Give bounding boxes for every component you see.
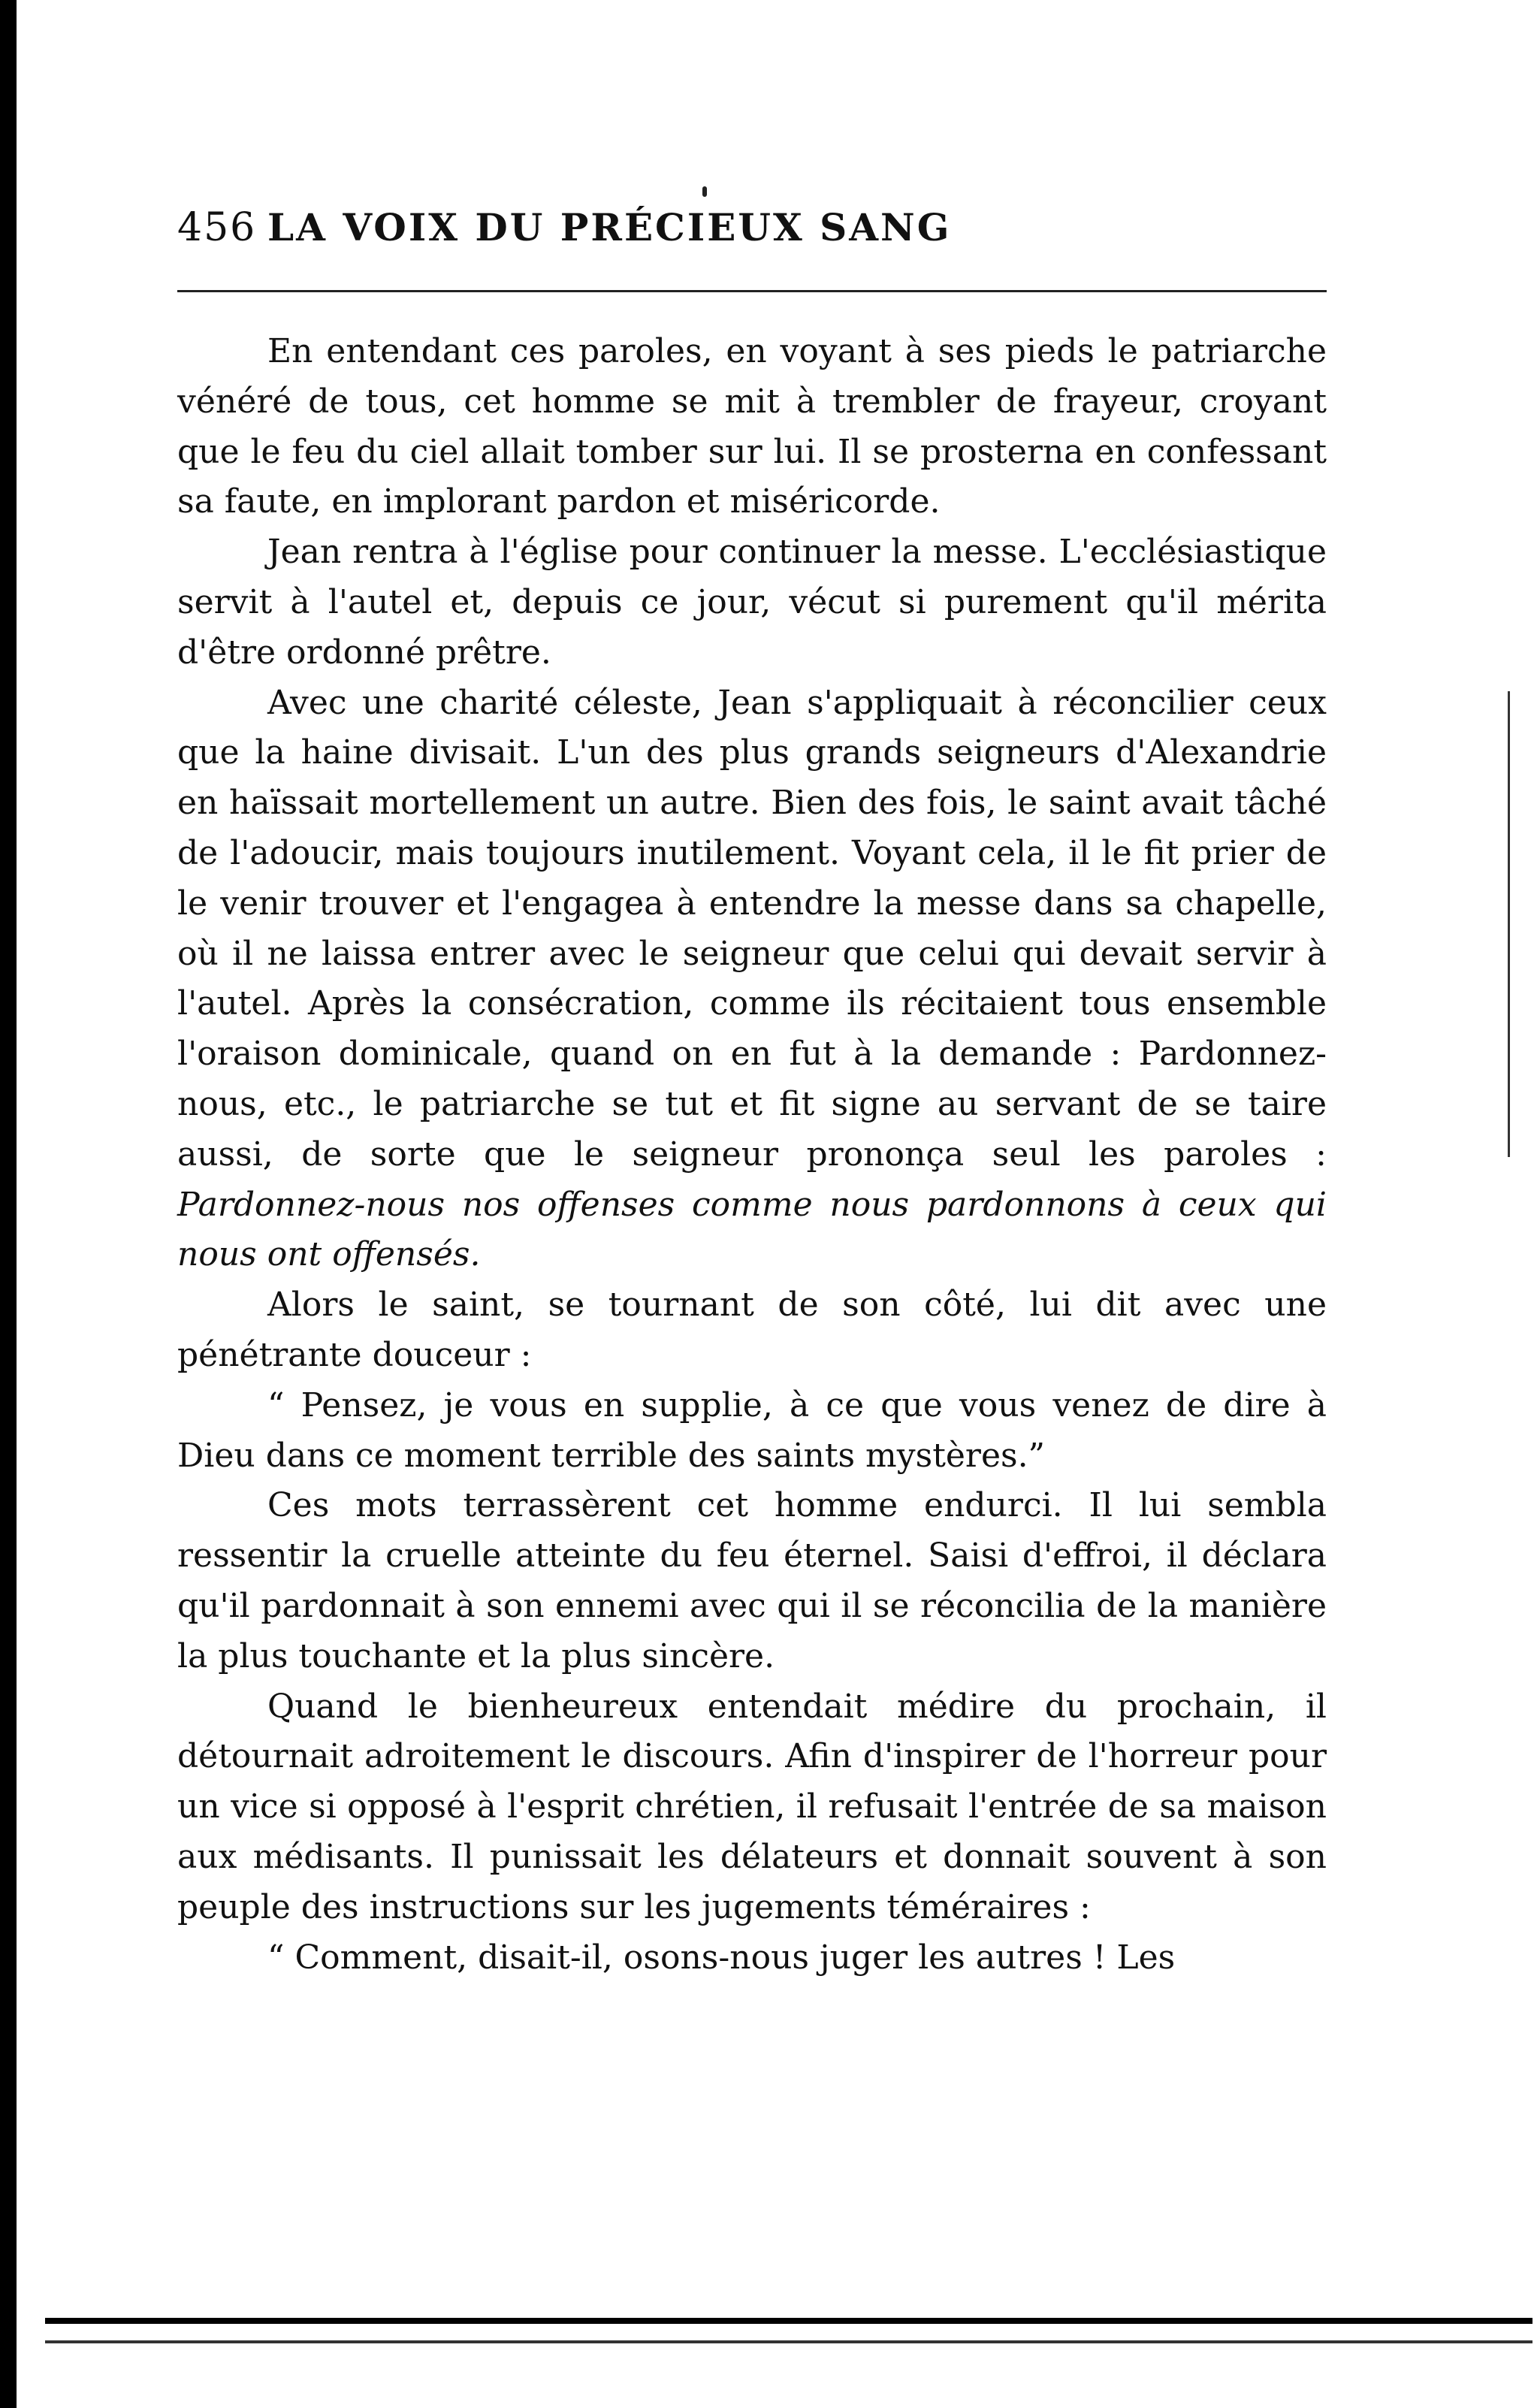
page-right-edge-mark — [1508, 691, 1510, 1157]
paragraph-7: Quand le bienheureux entendait médire du prochain, il détournait adroitement le discours. Afin d'inspirer de l'horreur pour un vice si opposé à l'esprit chrétien, il refusait l'entrée de sa maison aux médisants. Il punissait les délateurs et donnait souvent à son peuple des instructions sur les jugements téméraires : — [177, 1687, 1327, 1926]
paragraph-1: En entendant ces paroles, en voyant à ses pieds le patriarche vénéré de tous, cet homme se mit à trembler de frayeur, croyant que le feu du ciel allait tomber sur lui. Il se prosterna en confessant sa faute, en implorant pardon et miséricorde. — [177, 332, 1327, 521]
running-title: LA VOIX DU PRÉCIEUX SANG — [267, 205, 952, 249]
paragraph-8: “ Comment, disait-il, osons-nous juger les autres ! Les — [267, 1938, 1176, 1977]
paragraph-6: Ces mots terrassèrent cet homme endurci. Il lui sembla ressentir la cruelle atteinte du feu éternel. Saisi d'effroi, il déclara qu'il pardonnait à son ennemi avec qui il se réconcilia de la manière la plus touchante et la plus sincère. — [177, 1486, 1327, 1675]
bottom-scan-line-thin — [45, 2340, 1532, 2343]
page-left-edge — [0, 0, 17, 2408]
paragraph-4: Alors le saint, se tournant de son côté, lui dit avec une pénétrante douceur : — [177, 1286, 1327, 1374]
italic-quote: Pardonnez-nous nos offenses comme nous pardonnons à ceux qui nous ont offensés. — [177, 1185, 1327, 1274]
print-speck — [702, 186, 707, 197]
paragraph-2: Jean rentra à l'église pour continuer la messe. L'ecclésiastique servit à l'autel et, depuis ce jour, vécut si purement qu'il mérita d'être ordonné prêtre. — [177, 533, 1327, 672]
text-body — [177, 327, 1327, 1983]
paragraph-3: Avec une charité céleste, Jean s'appliquait à réconcilier ceux que la haine divisait. L'un des plus grands seigneurs d'Alexandrie en haïssait mortellement un autre. Bien des fois, le saint avait tâché de l'adoucir, mais toujours inutilement. Voyant cela, il le fit prier de le venir trouver et l'engagea à entendre la messe dans sa chapelle, où il ne laissa entrer avec le seigneur que celui qui devait servir à l'autel. Après la consécration, comme ils récitaient tous ensemble l'oraison dominicale, quand on en fut à la demande : Pardonnez-nous, etc., le patriarche se tut et fit signe au servant de se taire aussi, de sorte que le seigneur prononça seul les paroles : Pardonnez-nous nos offenses comme nous pardonnons à ceux qui nous ont offensés. — [177, 683, 1327, 1274]
paragraph-5: “ Pensez, je vous en supplie, à ce que vous venez de dire à Dieu dans ce moment terrible des saints mystères.” — [177, 1385, 1327, 1475]
page-number: 456 — [177, 205, 257, 250]
bottom-scan-line — [45, 2318, 1532, 2324]
page-header — [177, 201, 1327, 254]
header-rule — [177, 290, 1327, 292]
